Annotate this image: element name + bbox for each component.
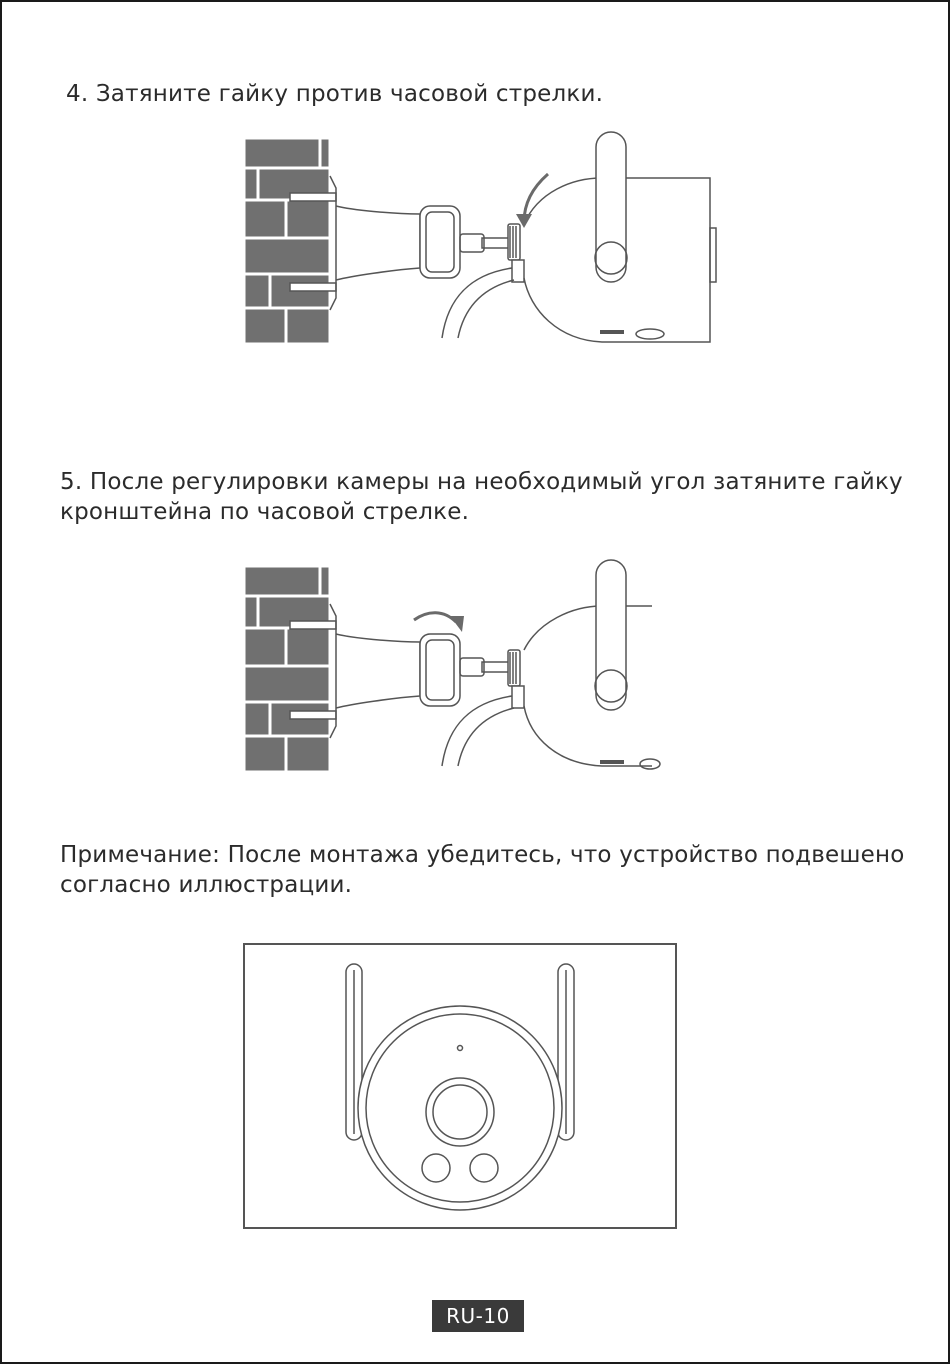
nut-counterclockwise-illustration: [242, 128, 722, 348]
camera-mount-side-icon: [242, 128, 722, 348]
installation-note: Примечание: После монтажа убедитесь, что устройство подвешено согласно иллюстрации.: [60, 842, 905, 898]
step-4-instruction: 4. Затяните гайку против часовой стрелки.: [66, 81, 604, 107]
camera-front-icon: [242, 940, 682, 1232]
page-number-badge: RU-10: [432, 1300, 524, 1332]
bracket-clockwise-illustration: [242, 556, 662, 776]
camera-mount-adjust-icon: [242, 556, 662, 776]
step-5-instruction: 5. После регулировки камеры на необходимый угол затяните гайку кронштейна по часовой стрелке.: [60, 469, 903, 525]
camera-front-illustration: [242, 940, 682, 1232]
